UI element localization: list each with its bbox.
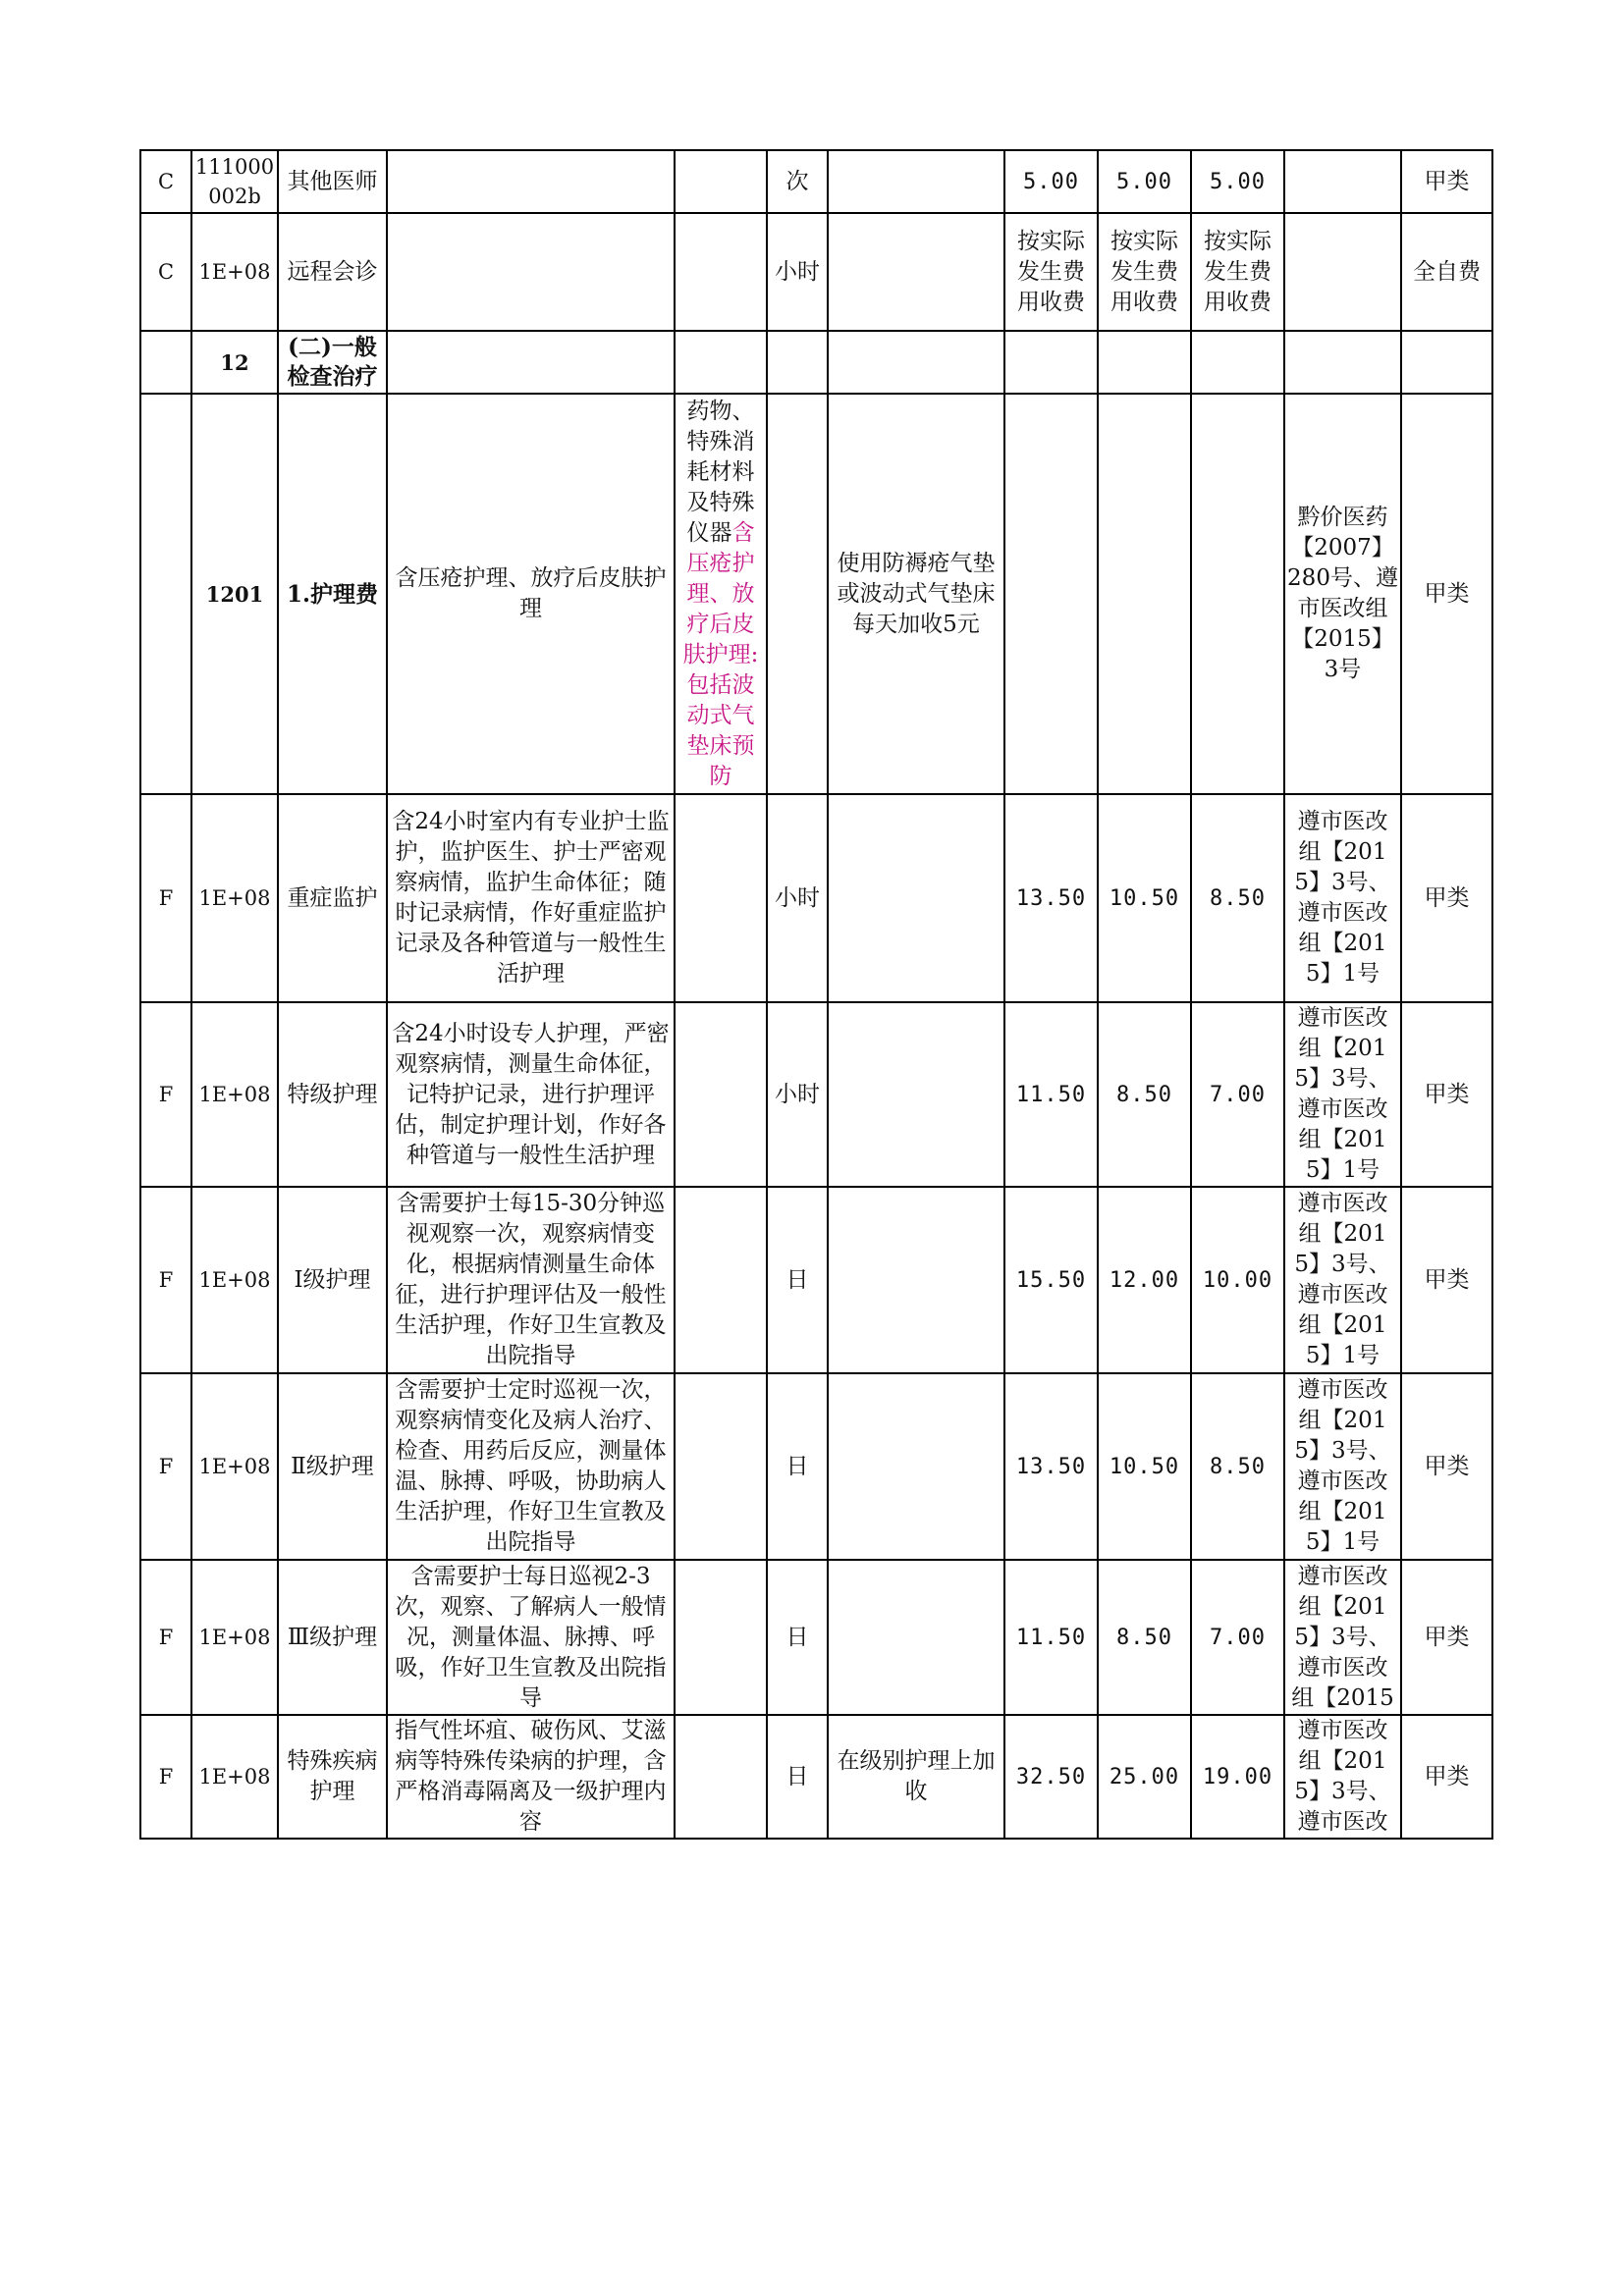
price-tier2-cell: 25.00 (1098, 1715, 1191, 1839)
category-cell: C (140, 150, 191, 213)
content-cell (387, 331, 675, 394)
price-tier1-cell: 5.00 (1004, 150, 1098, 213)
exclusion-cell (675, 394, 767, 794)
table-row (140, 1560, 1492, 1715)
table-row (140, 213, 1492, 331)
code-cell: 12 (191, 331, 278, 394)
insurance-type-cell: 甲类 (1401, 1373, 1492, 1560)
price-tier1-cell: 11.50 (1004, 1002, 1098, 1187)
basis-cell: 遵市医改组【2015】3号、遵市医改组【2015 (1284, 1560, 1401, 1715)
code-cell: 1E+08 (191, 1715, 278, 1839)
category-cell: F (140, 1715, 191, 1839)
category-cell: C (140, 213, 191, 331)
insurance-type-cell: 甲类 (1401, 794, 1492, 1002)
content-cell: 指气性坏疽、破伤风、艾滋病等特殊传染病的护理，含严格消毒隔离及一级护理内容 (387, 1715, 675, 1839)
content-cell: 含需要护士定时巡视一次，观察病情变化及病人治疗、检查、用药后反应，测量体温、脉搏、呼吸，协助病人生活护理，作好卫生宣教及出院指导 (387, 1373, 675, 1560)
content-cell: 含需要护士每15-30分钟巡视观察一次，观察病情变化，根据病情测量生命体征，进行护理评估及一般性生活护理，作好卫生宣教及出院指导 (387, 1187, 675, 1373)
item-name-cell: 特殊疾病护理 (278, 1715, 387, 1839)
code-cell: 1201 (191, 394, 278, 794)
basis-cell (1284, 213, 1401, 331)
basis-cell: 遵市医改组【2015】3号、遵市医改组【2015】1号 (1284, 1373, 1401, 1560)
price-tier3-cell: 8.50 (1191, 794, 1284, 1002)
note-cell (828, 1002, 1004, 1187)
price-tier1-cell: 15.50 (1004, 1187, 1098, 1373)
fee-schedule-table (139, 149, 1493, 1840)
section-title-cell: (二)一般检查治疗 (278, 331, 387, 394)
code-cell: 1E+08 (191, 1187, 278, 1373)
subsection-row (140, 394, 1492, 794)
exclusion-cell (675, 1187, 767, 1373)
price-tier3-cell: 8.50 (1191, 1373, 1284, 1560)
unit-cell (767, 331, 828, 394)
price-tier2-cell: 10.50 (1098, 794, 1191, 1002)
note-cell (828, 1187, 1004, 1373)
basis-cell: 遵市医改组【2015】3号、遵市医改组【2015】1号 (1284, 1187, 1401, 1373)
price-tier2-cell: 8.50 (1098, 1560, 1191, 1715)
price-tier1-cell (1004, 331, 1098, 394)
section-header-row (140, 331, 1492, 394)
item-name-cell: 重症监护 (278, 794, 387, 1002)
code-cell: 111000002b (191, 150, 278, 213)
note-cell: 使用防褥疮气垫或波动式气垫床每天加收5元 (828, 394, 1004, 794)
code-cell: 1E+08 (191, 1002, 278, 1187)
exclusion-cell (675, 1002, 767, 1187)
table-row (140, 1715, 1492, 1839)
content-cell: 含24小时室内有专业护士监护，监护医生、护士严密观察病情，监护生命体征；随时记录病情，作好重症监护记录及各种管道与一般性生活护理 (387, 794, 675, 1002)
note-cell: 在级别护理上加收 (828, 1715, 1004, 1839)
category-cell (140, 331, 191, 394)
price-tier3-cell: 5.00 (1191, 150, 1284, 213)
price-tier1-cell (1004, 394, 1098, 794)
price-tier3-cell (1191, 331, 1284, 394)
unit-cell: 日 (767, 1715, 828, 1839)
insurance-type-cell (1401, 331, 1492, 394)
price-tier2-cell (1098, 331, 1191, 394)
unit-cell (767, 394, 828, 794)
code-cell: 1E+08 (191, 1373, 278, 1560)
unit-cell: 日 (767, 1373, 828, 1560)
unit-cell: 日 (767, 1560, 828, 1715)
exclusion-cell (675, 1560, 767, 1715)
insurance-type-cell: 甲类 (1401, 1560, 1492, 1715)
note-cell (828, 331, 1004, 394)
item-name-cell: Ⅰ级护理 (278, 1187, 387, 1373)
category-cell: F (140, 1187, 191, 1373)
basis-cell: 黔价医药【2007】280号、遵市医改组【2015】3号 (1284, 394, 1401, 794)
unit-cell: 小时 (767, 213, 828, 331)
price-tier3-cell: 7.00 (1191, 1002, 1284, 1187)
basis-cell: 遵市医改组【2015】3号、遵市医改 (1284, 1715, 1401, 1839)
item-name-cell: 远程会诊 (278, 213, 387, 331)
note-cell (828, 213, 1004, 331)
item-name-cell: Ⅲ级护理 (278, 1560, 387, 1715)
category-cell (140, 394, 191, 794)
insurance-type-cell: 甲类 (1401, 1187, 1492, 1373)
price-tier3-cell: 10.00 (1191, 1187, 1284, 1373)
item-name-cell: Ⅱ级护理 (278, 1373, 387, 1560)
exclusion-highlight-text: 含压疮护理、放疗后皮肤护理:包括波动式气垫床预防 (682, 519, 759, 789)
table-row (140, 1373, 1492, 1560)
content-cell: 含压疮护理、放疗后皮肤护理 (387, 394, 675, 794)
code-cell: 1E+08 (191, 794, 278, 1002)
note-cell (828, 794, 1004, 1002)
price-tier1-cell: 11.50 (1004, 1560, 1098, 1715)
note-cell (828, 1560, 1004, 1715)
price-tier3-cell: 按实际发生费用收费 (1191, 213, 1284, 331)
price-tier1-cell: 32.50 (1004, 1715, 1098, 1839)
exclusion-text: 药物、特殊消耗材料及特殊仪器 (686, 398, 755, 546)
exclusion-cell (675, 1373, 767, 1560)
price-tier1-cell: 13.50 (1004, 794, 1098, 1002)
table-row (140, 1002, 1492, 1187)
table-row (140, 150, 1492, 213)
price-tier2-cell: 10.50 (1098, 1373, 1191, 1560)
price-tier1-cell: 按实际发生费用收费 (1004, 213, 1098, 331)
item-name-cell: 特级护理 (278, 1002, 387, 1187)
code-cell: 1E+08 (191, 1560, 278, 1715)
unit-cell: 小时 (767, 1002, 828, 1187)
category-cell: F (140, 1373, 191, 1560)
category-cell: F (140, 1002, 191, 1187)
note-cell (828, 150, 1004, 213)
price-tier2-cell: 8.50 (1098, 1002, 1191, 1187)
code-cell: 1E+08 (191, 213, 278, 331)
insurance-type-cell: 甲类 (1401, 394, 1492, 794)
price-tier3-cell: 7.00 (1191, 1560, 1284, 1715)
content-cell: 含24小时设专人护理，严密观察病情，测量生命体征，记特护记录，进行护理评估，制定护理计划，作好各种管道与一般性生活护理 (387, 1002, 675, 1187)
exclusion-cell (675, 794, 767, 1002)
unit-cell: 次 (767, 150, 828, 213)
item-name-cell: 其他医师 (278, 150, 387, 213)
content-cell (387, 150, 675, 213)
price-tier2-cell (1098, 394, 1191, 794)
insurance-type-cell: 甲类 (1401, 1715, 1492, 1839)
insurance-type-cell: 全自费 (1401, 213, 1492, 331)
unit-cell: 小时 (767, 794, 828, 1002)
price-tier3-cell (1191, 394, 1284, 794)
exclusion-cell (675, 150, 767, 213)
price-tier2-cell: 5.00 (1098, 150, 1191, 213)
price-tier3-cell: 19.00 (1191, 1715, 1284, 1839)
category-cell: F (140, 794, 191, 1002)
content-cell: 含需要护士每日巡视2-3次，观察、了解病人一般情况，测量体温、脉搏、呼吸，作好卫生宣教及出院指导 (387, 1560, 675, 1715)
price-tier2-cell: 12.00 (1098, 1187, 1191, 1373)
unit-cell: 日 (767, 1187, 828, 1373)
exclusion-cell (675, 331, 767, 394)
basis-cell (1284, 150, 1401, 213)
price-tier1-cell: 13.50 (1004, 1373, 1098, 1560)
exclusion-cell (675, 213, 767, 331)
basis-cell: 遵市医改组【2015】3号、遵市医改组【2015】1号 (1284, 1002, 1401, 1187)
price-tier2-cell: 按实际发生费用收费 (1098, 213, 1191, 331)
table-row (140, 794, 1492, 1002)
note-cell (828, 1373, 1004, 1560)
insurance-type-cell: 甲类 (1401, 1002, 1492, 1187)
table-row (140, 1187, 1492, 1373)
insurance-type-cell: 甲类 (1401, 150, 1492, 213)
content-cell (387, 213, 675, 331)
subsection-title-cell: 1.护理费 (278, 394, 387, 794)
category-cell: F (140, 1560, 191, 1715)
basis-cell (1284, 331, 1401, 394)
basis-cell: 遵市医改组【2015】3号、遵市医改组【2015】1号 (1284, 794, 1401, 1002)
exclusion-cell (675, 1715, 767, 1839)
